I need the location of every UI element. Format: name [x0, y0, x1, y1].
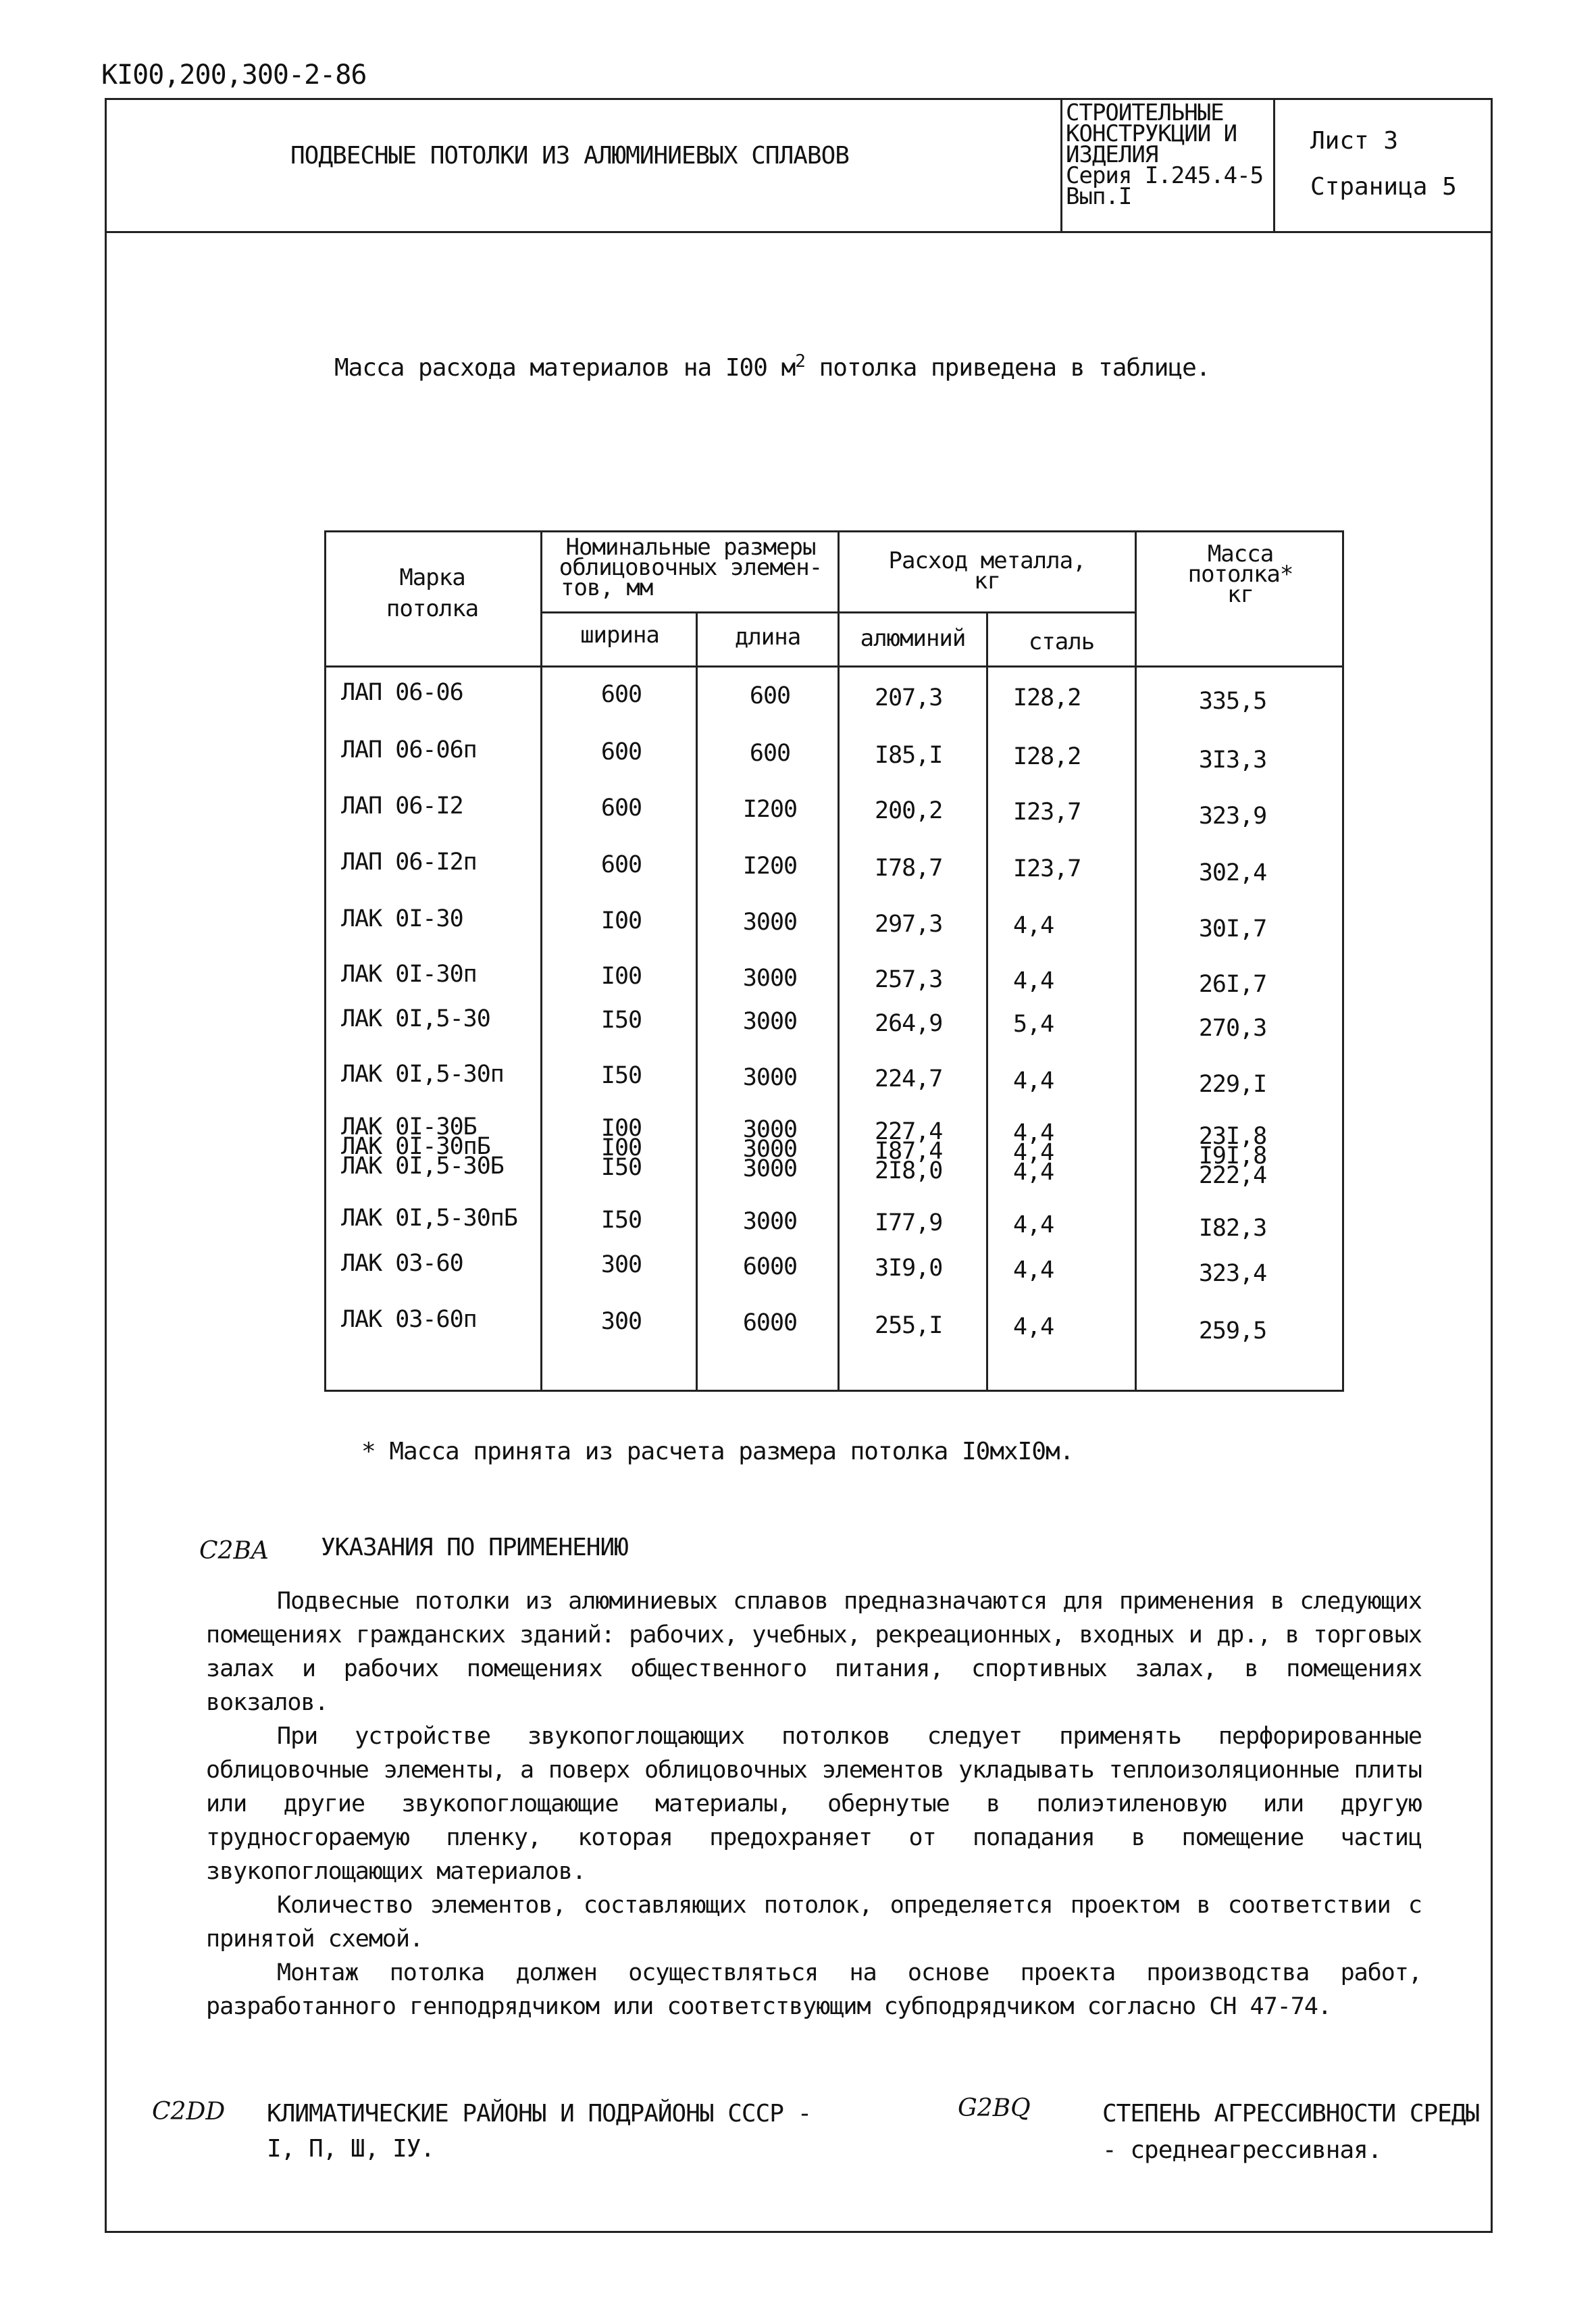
header-mark: Марка потолка	[386, 564, 479, 622]
document-code: КI00,200,300-2-86	[101, 59, 367, 91]
aggression-section-code: G2BQ	[958, 2094, 1031, 2122]
aggression-value: - среднеагрессивная.	[1102, 2136, 1382, 2164]
usage-paragraph: Монтаж потолка должен осуществляться на основе проекта производства работ, разработанного генподрядчиком или соответствующим субподрядчиком согласно СН 47-74.	[206, 1959, 1422, 2020]
usage-text	[206, 1584, 1422, 2023]
usage-section-title: УКАЗАНИЯ ПО ПРИМЕНЕНИЮ	[321, 1534, 628, 1561]
table-footnote: * Масса принята из расчета размера потолка I0мxI0м.	[361, 1438, 1074, 1465]
header-mass: Масса потолка* кг	[1187, 540, 1293, 608]
document-title: ПОДВЕСНЫЕ ПОТОЛКИ ИЗ АЛЮМИНИЕВЫХ СПЛАВОВ	[290, 142, 849, 170]
climate-regions-list: I, П, Ш, IУ.	[267, 2135, 435, 2163]
intro-text: Масса расхода материалов на I00 $м^2$ потолка приведена в таблице.	[334, 351, 1210, 382]
series-info: СТРОИТЕЛЬНЫЕ КОНСТРУКЦИИ И ИЗДЕЛИЯ Серия I.245.4-5 Вып.I	[1066, 99, 1264, 210]
usage-section-code: C2BA	[199, 1537, 269, 1565]
header-length: длина	[734, 624, 801, 651]
aggression-title: СТЕПЕНЬ АГРЕССИВНОСТИ СРЕДЫ	[1102, 2100, 1480, 2128]
header-width: ширина	[580, 622, 659, 649]
climate-section-code: C2DD	[152, 2098, 226, 2126]
usage-paragraph: Количество элементов, составляющих потолок, определяется проектом в соответствии с принятой схемой.	[206, 1892, 1422, 1953]
header-nominal: Номинальные размеры облицовочных элемен- тов, мм	[559, 534, 823, 601]
header-aluminum: алюминий	[860, 625, 966, 652]
header-metal: Расход металла, кг	[888, 547, 1086, 595]
climate-regions-title: КЛИМАТИЧЕСКИЕ РАЙОНЫ И ПОДРАЙОНЫ СССР -	[267, 2100, 812, 2128]
usage-paragraph: При устройстве звукопоглощающих потолков следует применять перфорированные облицовочные элементы, а поверх облицовочных элементов укладывать теплоизоляционные плиты или другие звукопоглощающие материалы, обернутые в полиэтиленовую или другую трудносгораемую пленку, которая предохраняет от попадания в помещение частиц звукопоглощающих материалов.	[206, 1723, 1422, 1885]
sheet-number: Лист 3	[1310, 127, 1399, 155]
usage-paragraph: Подвесные потолки из алюминиевых сплавов предназначаются для применения в следующих помещениях гражданских зданий: рабочих, учебных, рекреационных, входных и др., в торговых залах и рабочих помещениях общественного питания, спортивных залах, в помещениях вокзалов.	[206, 1588, 1422, 1716]
header-divider	[1060, 98, 1062, 233]
header-steel: сталь	[1028, 628, 1095, 655]
page-number: Страница 5	[1310, 173, 1457, 201]
